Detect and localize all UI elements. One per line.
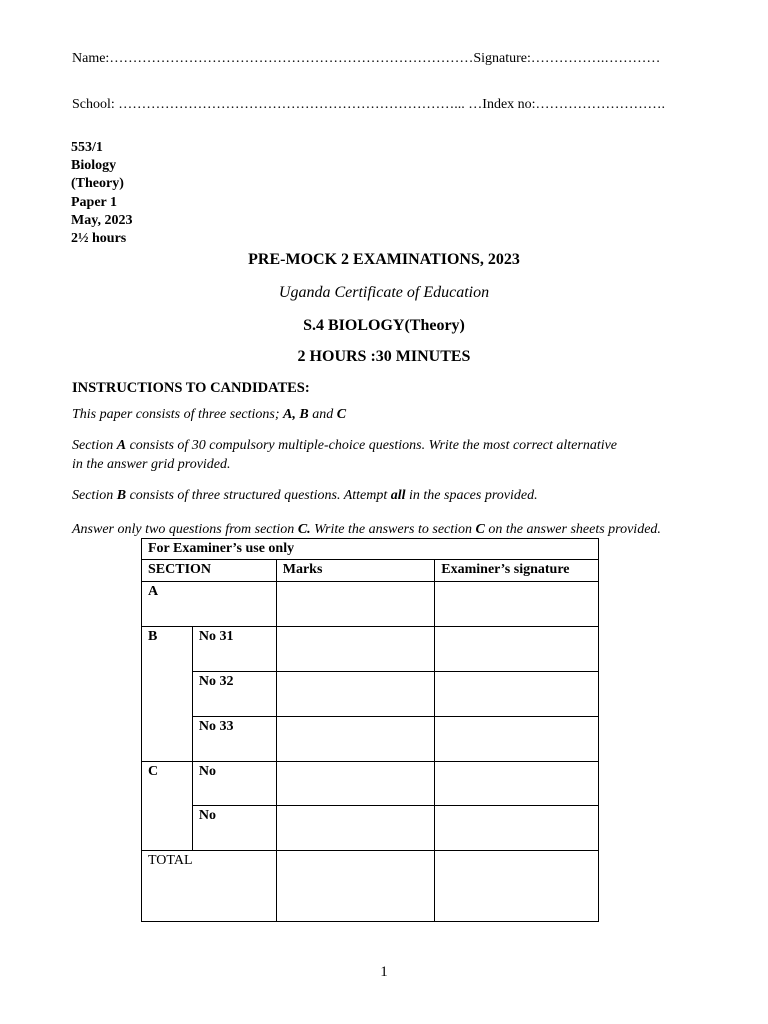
instruction-section-c: Answer only two questions from section C. Write the answers to section C on the answer sheets provided.: [72, 522, 661, 537]
b-row-label: No 33: [192, 717, 276, 762]
c-row-signature: [435, 806, 599, 851]
instruction-section-b: Section B consists of three structured questions. Attempt all in the spaces provided.: [72, 488, 538, 503]
name-signature-line: Name:……………………………………………………………………Signature:…………….…………: [72, 51, 661, 66]
c-row-marks: [276, 762, 435, 806]
school-index-line: School: ………………………………………………………………... …Index no:……………………….: [72, 97, 666, 112]
header-marks: Marks: [276, 560, 435, 582]
instruction-sections: This paper consists of three sections; A, B and C: [72, 407, 347, 422]
b-row-marks: [276, 627, 435, 672]
b-row-marks: [276, 672, 435, 717]
header-signature: Examiner’s signature: [435, 560, 599, 582]
section-c-label: C: [142, 762, 193, 851]
exam-title: PRE-MOCK 2 EXAMINATIONS, 2023: [248, 251, 520, 268]
time-title: 2 HOURS :30 MINUTES: [297, 348, 471, 365]
b-row-label: No 31: [192, 627, 276, 672]
paper-date: May, 2023: [71, 212, 133, 228]
paper-number: Paper 1: [71, 194, 118, 210]
paper-type: (Theory): [71, 176, 124, 192]
examiner-table: [141, 538, 599, 922]
examiner-caption: For Examiner’s use only: [142, 539, 599, 560]
c-row-marks: [276, 806, 435, 851]
c-row-label: No: [192, 806, 276, 851]
b-row-label: No 32: [192, 672, 276, 717]
section-b-label: B: [142, 627, 193, 762]
instruction-section-a: Section A consists of 30 compulsory multiple-choice questions. Write the most correct alternative in the answer grid provided.: [72, 438, 618, 472]
b-row-signature: [435, 672, 599, 717]
c-row-label: No: [192, 762, 276, 806]
page-number: 1: [380, 964, 388, 980]
section-a-label: A: [142, 582, 277, 627]
paper-code: 553/1: [71, 140, 103, 155]
b-row-signature: [435, 627, 599, 672]
total-signature: [435, 851, 599, 922]
certificate-title: Uganda Certificate of Education: [278, 284, 490, 301]
paper-info-block: [71, 139, 132, 248]
section-a-marks: [276, 582, 435, 627]
c-row-signature: [435, 762, 599, 806]
b-row-marks: [276, 717, 435, 762]
total-label: TOTAL: [142, 851, 277, 922]
header-section: SECTION: [142, 560, 277, 582]
subject-title: S.4 BIOLOGY(Theory): [303, 317, 465, 334]
paper-subject: Biology: [71, 158, 117, 174]
section-a-signature: [435, 582, 599, 627]
paper-duration: 2½ hours: [71, 231, 127, 247]
instructions-heading: INSTRUCTIONS TO CANDIDATES:: [72, 380, 310, 396]
b-row-signature: [435, 717, 599, 762]
total-marks: [276, 851, 435, 922]
